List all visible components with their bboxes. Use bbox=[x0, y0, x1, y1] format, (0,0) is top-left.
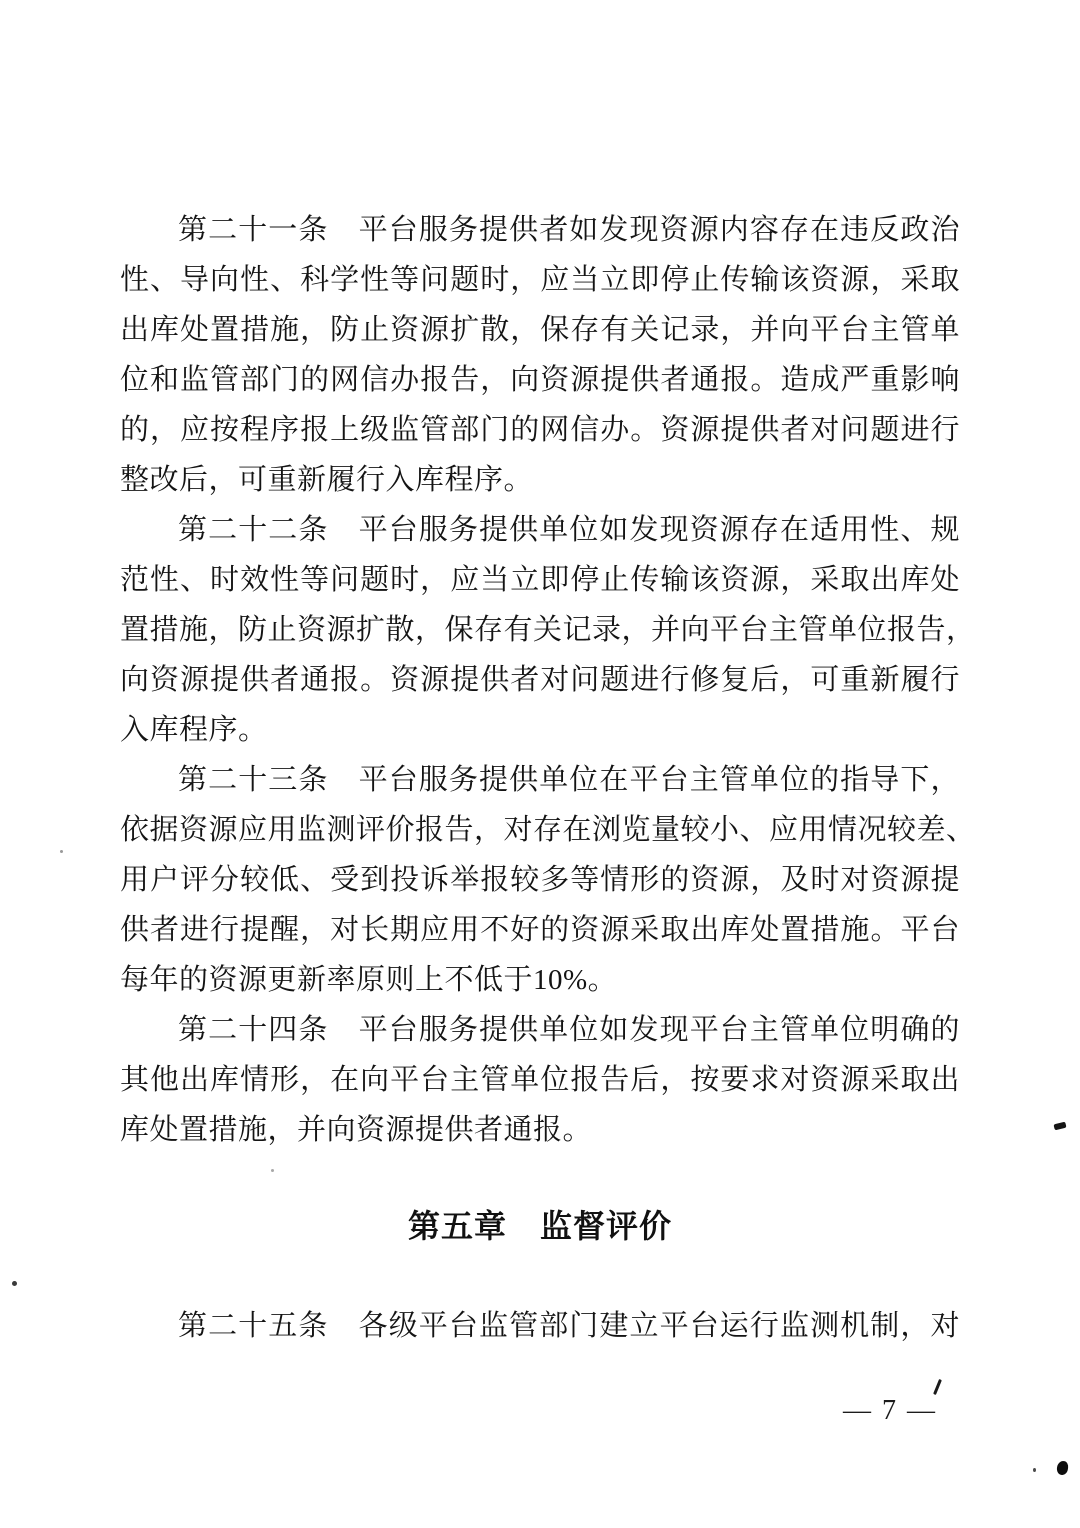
article-21-line-6: 整改后，可重新履行入库程序。 bbox=[120, 464, 534, 496]
article-22-line-5: 入库程序。 bbox=[120, 714, 268, 746]
article-25-line-1: 第二十五条 各级平台监管部门建立平台运行监测机制，对 bbox=[178, 1310, 960, 1342]
article-22-line-4: 向资源提供者通报。资源提供者对问题进行修复后，可重新履行 bbox=[120, 664, 960, 696]
scan-speck-left-margin bbox=[12, 1281, 17, 1286]
scan-speck-faint-1 bbox=[60, 850, 63, 853]
scan-speck-bottom-right bbox=[1033, 1468, 1036, 1472]
article-21-line-2: 性、导向性、科学性等问题时，应当立即停止传输该资源，采取 bbox=[120, 264, 960, 296]
article-22-line-2: 范性、时效性等问题时，应当立即停止传输该资源，采取出库处 bbox=[120, 564, 960, 596]
article-21-line-5: 的，应按程序报上级监管部门的网信办。资源提供者对问题进行 bbox=[120, 414, 960, 446]
scan-blob-bottom-right bbox=[1056, 1460, 1069, 1475]
page-number: — 7 — bbox=[843, 1395, 937, 1426]
article-23-line-1: 第二十三条 平台服务提供单位在平台主管单位的指导下， bbox=[178, 764, 960, 796]
article-25 bbox=[120, 1301, 960, 1351]
article-23-line-2: 依据资源应用监测评价报告，对存在浏览量较小、应用情况较差、 bbox=[120, 814, 976, 846]
article-23 bbox=[120, 755, 976, 1005]
article-23-line-5: 每年的资源更新率原则上不低于10%。 bbox=[120, 964, 618, 996]
document-body bbox=[120, 205, 976, 1351]
scan-speck-dash bbox=[1053, 1122, 1066, 1131]
article-24-line-2: 其他出库情形，在向平台主管单位报告后，按要求对资源采取出 bbox=[120, 1064, 960, 1096]
scan-speck-faint-2 bbox=[271, 1169, 274, 1172]
article-24 bbox=[120, 1005, 960, 1155]
article-22-line-1: 第二十二条 平台服务提供单位如发现资源存在适用性、规 bbox=[178, 514, 960, 546]
chapter-heading: 第五章 监督评价 bbox=[407, 1208, 672, 1244]
article-21-line-3: 出库处置措施，防止资源扩散，保存有关记录，并向平台主管单 bbox=[120, 314, 960, 346]
article-24-line-1: 第二十四条 平台服务提供单位如发现平台主管单位明确的 bbox=[178, 1014, 960, 1046]
article-22 bbox=[120, 505, 976, 755]
article-21 bbox=[120, 205, 960, 505]
article-24-line-3: 库处置措施，并向资源提供者通报。 bbox=[120, 1114, 593, 1146]
article-23-line-3: 用户评分较低、受到投诉举报较多等情形的资源，及时对资源提 bbox=[120, 864, 960, 896]
article-22-line-3: 置措施，防止资源扩散，保存有关记录，并向平台主管单位报告， bbox=[120, 614, 976, 646]
article-21-line-1: 第二十一条 平台服务提供者如发现资源内容存在违反政治 bbox=[178, 214, 960, 246]
scan-tick-mark bbox=[933, 1379, 942, 1395]
article-21-line-4: 位和监管部门的网信办报告，向资源提供者通报。造成严重影响 bbox=[120, 364, 960, 396]
article-23-line-4: 供者进行提醒，对长期应用不好的资源采取出库处置措施。平台 bbox=[120, 914, 960, 946]
